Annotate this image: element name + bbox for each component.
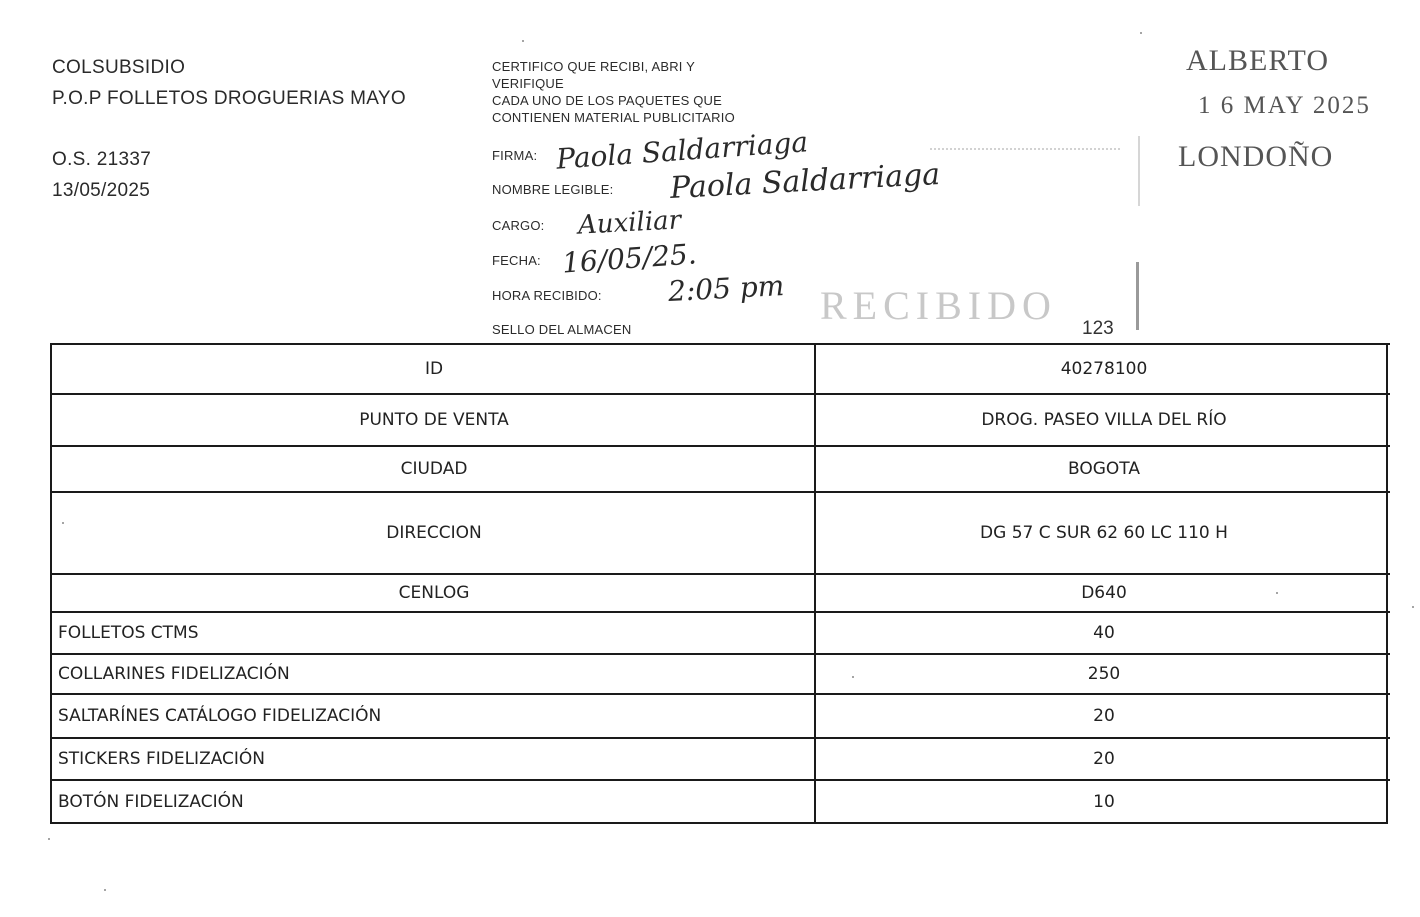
- table-row: [52, 737, 1390, 779]
- stamp-name-last: LONDOÑO: [1178, 140, 1334, 173]
- scan-speck: [1412, 606, 1414, 608]
- stamp-border: [930, 148, 1120, 160]
- received-stamp: RECIBIDO: [820, 283, 1057, 328]
- table-row: [52, 393, 1390, 445]
- cargo-label: CARGO:: [492, 218, 545, 233]
- row-value: DROG. PASEO VILLA DEL RÍO: [981, 410, 1227, 430]
- scan-speck: [48, 838, 50, 840]
- row-value: 10: [1093, 791, 1115, 812]
- scan-speck: [104, 889, 106, 891]
- nombre-label: NOMBRE LEGIBLE:: [492, 182, 614, 197]
- certificate-line: VERIFIQUE: [492, 76, 564, 91]
- table-row: [52, 573, 1390, 611]
- hora-label: HORA RECIBIDO:: [492, 288, 602, 303]
- row-label: CENLOG: [398, 583, 470, 603]
- scan-speck: [1140, 32, 1142, 34]
- stamp-border: [1136, 262, 1139, 330]
- stamp-name-first: ALBERTO: [1186, 44, 1329, 77]
- table-row: [52, 343, 1390, 393]
- company-name: COLSUBSIDIO: [52, 57, 186, 78]
- firma-signature: Paola Saldarriaga: [555, 125, 810, 176]
- certificate-text: [492, 58, 735, 126]
- sello-label: SELLO DEL ALMACEN: [492, 322, 632, 337]
- cargo-value: Auxiliar: [577, 205, 682, 241]
- row-label: COLLARINES FIDELIZACIÓN: [58, 664, 290, 684]
- stamp-border: [1138, 136, 1140, 206]
- order-date: 13/05/2025: [52, 180, 151, 201]
- certificate-line: CERTIFICO QUE RECIBI, ABRI Y: [492, 59, 696, 74]
- sello-number: 123: [1082, 318, 1114, 339]
- scan-speck: [62, 522, 64, 524]
- row-value: BOGOTA: [1068, 459, 1140, 479]
- row-label: SALTARÍNES CATÁLOGO FIDELIZACIÓN: [58, 706, 382, 726]
- row-value: 40278100: [1060, 359, 1148, 379]
- materials-table: [50, 343, 1388, 824]
- hora-value: 2:05 pm: [667, 268, 786, 309]
- firma-label: FIRMA:: [492, 148, 538, 163]
- row-label: ID: [424, 359, 444, 379]
- fecha-label: FECHA:: [492, 253, 541, 268]
- row-label: PUNTO DE VENTA: [359, 410, 509, 430]
- certificate-line: CADA UNO DE LOS PAQUETES QUE: [492, 93, 723, 108]
- table-row: [52, 491, 1390, 573]
- row-label: FOLLETOS CTMS: [58, 623, 199, 643]
- row-value: 40: [1093, 623, 1115, 643]
- row-value: D640: [1081, 583, 1127, 603]
- scan-speck: [852, 676, 854, 678]
- fecha-value: 16/05/25.: [561, 237, 698, 280]
- nombre-value: Paola Saldarriaga: [669, 156, 941, 207]
- stamp-date: 1 6 MAY 2025: [1198, 92, 1371, 119]
- table-row: [52, 445, 1390, 491]
- scan-speck: [522, 40, 524, 42]
- row-label: CIUDAD: [400, 459, 468, 479]
- table-row: [52, 779, 1390, 822]
- table-row: [52, 611, 1390, 653]
- table-row: [52, 693, 1390, 737]
- certificate-line: CONTIENEN MATERIAL PUBLICITARIO: [492, 110, 735, 125]
- scan-speck: [1276, 592, 1278, 594]
- row-value: 250: [1087, 664, 1121, 684]
- order-number: O.S. 21337: [52, 149, 152, 170]
- row-value: 20: [1093, 706, 1115, 726]
- row-label: DIRECCION: [386, 523, 482, 543]
- row-value: 20: [1093, 749, 1115, 769]
- row-label: STICKERS FIDELIZACIÓN: [58, 749, 266, 769]
- row-label: BOTÓN FIDELIZACIÓN: [58, 791, 244, 812]
- document-title: P.O.P FOLLETOS DROGUERIAS MAYO: [52, 88, 406, 109]
- table-row: [52, 653, 1390, 693]
- row-value: DG 57 C SUR 62 60 LC 110 H: [980, 523, 1228, 543]
